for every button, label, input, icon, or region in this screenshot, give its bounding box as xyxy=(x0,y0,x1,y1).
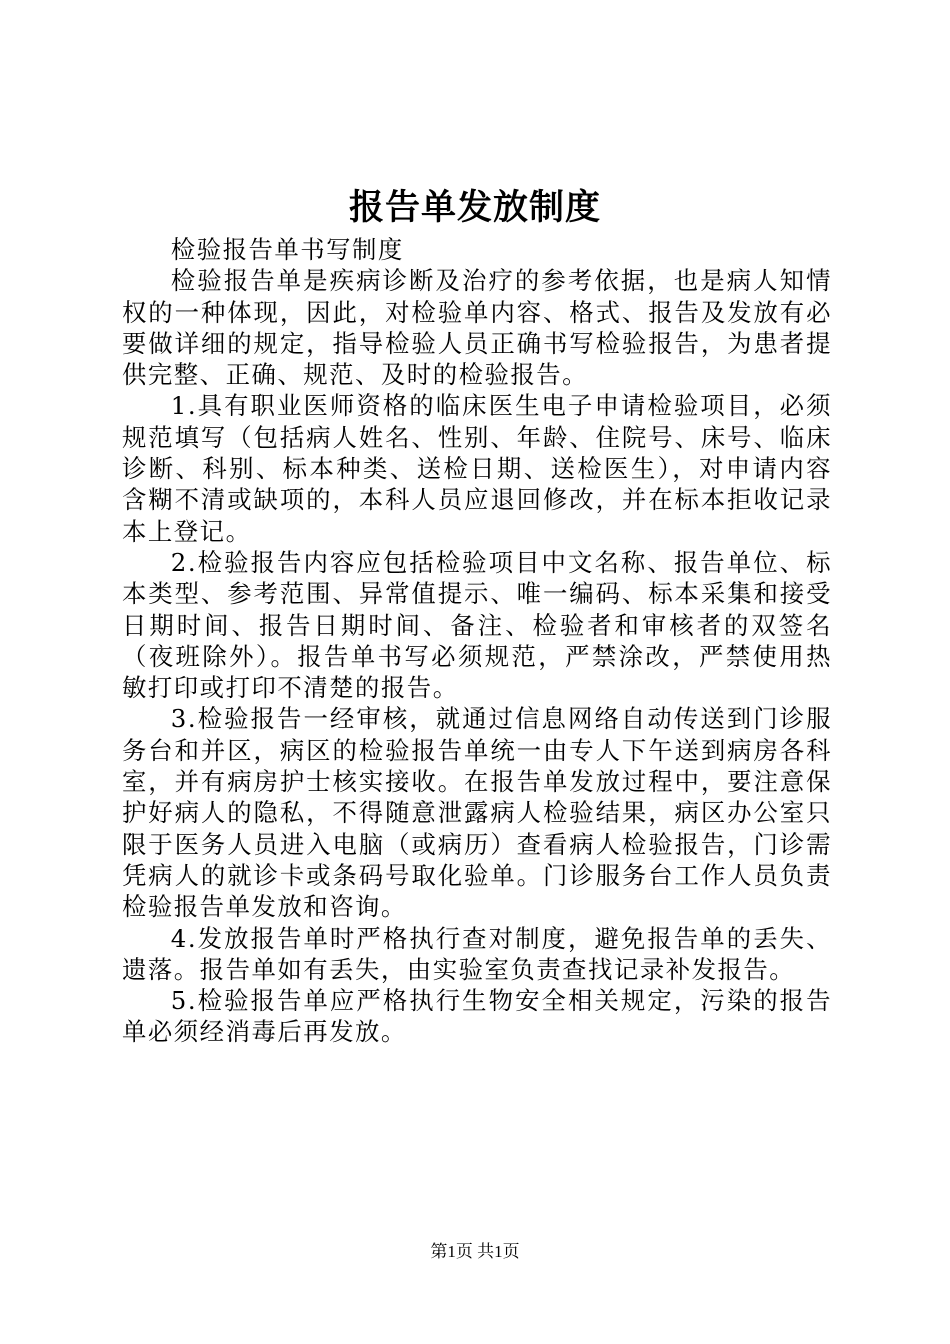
page-total: 共1页 xyxy=(477,1242,520,1261)
document-body xyxy=(122,234,832,1048)
rule-paragraph-2: 2.检验报告内容应包括检验项目中文名称、报告单位、标本类型、参考范围、异常值提示、唯一编码、标本采集和接受日期时间、报告日期时间、备注、检验者和审核者的双签名（夜班除外）。报告单书写必须规范，严禁涂改，严禁使用热敏打印或打印不清楚的报告。 xyxy=(122,547,832,703)
section-heading: 检验报告单书写制度 xyxy=(170,235,404,264)
page-number: 第1页 xyxy=(430,1242,478,1261)
document-title: 报告单发放制度 xyxy=(348,187,601,228)
rule-paragraph-1: 1.具有职业医师资格的临床医生电子申请检验项目，必须规范填写（包括病人姓名、性别、年龄、住院号、床号、临床诊断、科别、标本种类、送检日期、送检医生），对申请内容含糊不清或缺项的，本科人员应退回修改，并在标本拒收记录本上登记。 xyxy=(122,391,832,546)
page-footer xyxy=(0,1240,950,1264)
rule-paragraph-5: 5.检验报告单应严格执行生物安全相关规定，污染的报告单必须经消毒后再发放。 xyxy=(122,986,832,1047)
rule-paragraph-3: 3.检验报告一经审核，就通过信息网络自动传送到门诊服务台和并区，病区的检验报告单统一由专人下午送到病房各科室，并有病房护士核实接收。在报告单发放过程中，要注意保护好病人的隐私，不得随意泄露病人检验结果，病区办公室只限于医务人员进入电脑（或病历）查看病人检验报告，门诊需凭病人的就诊卡或条码号取化验单。门诊服务台工作人员负责检验报告单发放和咨询。 xyxy=(122,704,832,922)
intro-paragraph: 检验报告单是疾病诊断及治疗的参考依据，也是病人知情权的一种体现，因此，对检验单内容、格式、报告及发放有必要做详细的规定，指导检验人员正确书写检验报告，为患者提供完整、正确、规范、及时的检验报告。 xyxy=(122,266,832,390)
rule-paragraph-4: 4.发放报告单时严格执行查对制度，避免报告单的丢失、遗落。报告单如有丢失，由实验室负责查找记录补发报告。 xyxy=(122,923,832,984)
